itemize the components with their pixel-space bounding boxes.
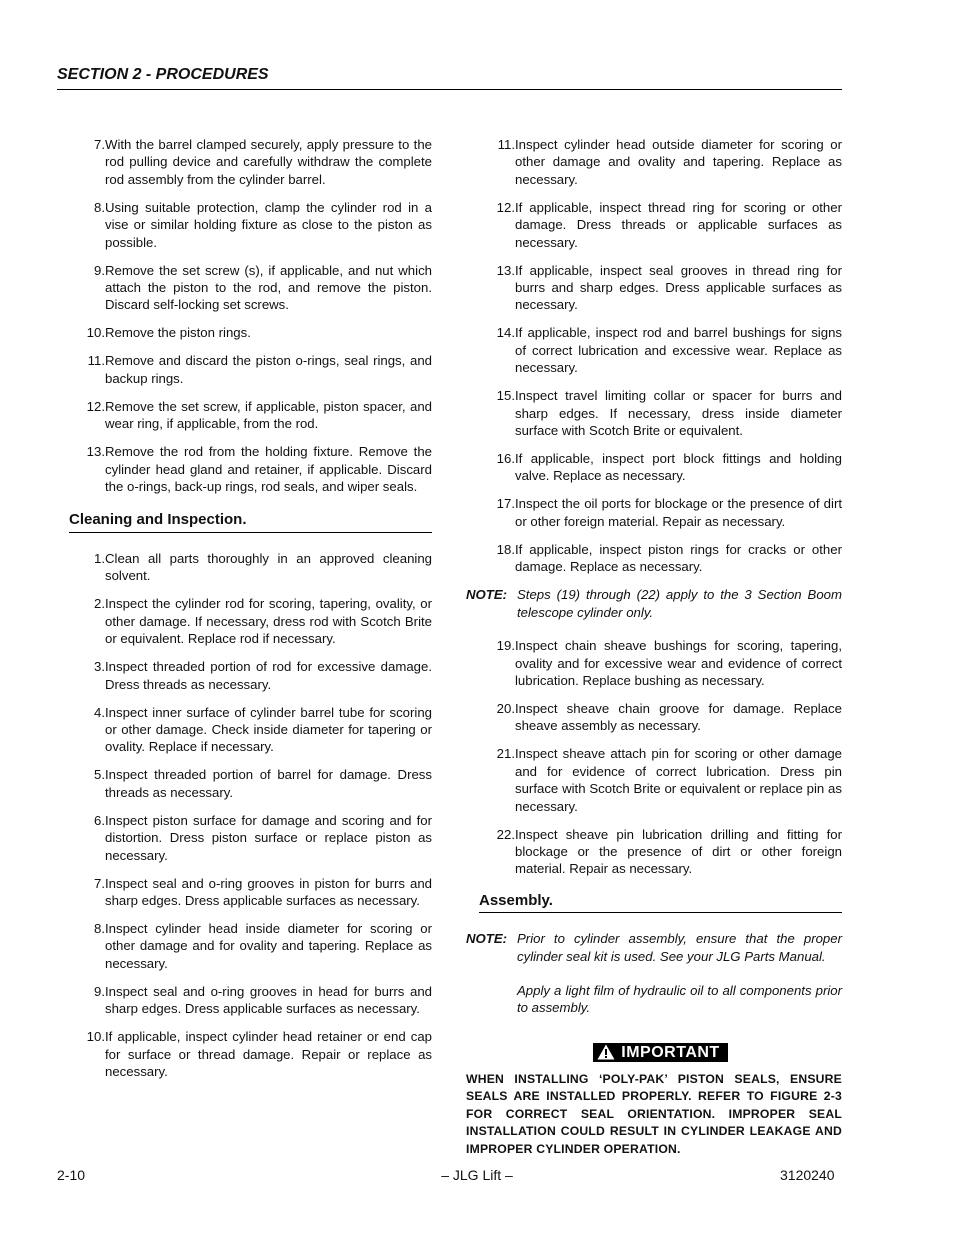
step-text: Inspect the cylinder rod for scoring, tapering, ovality, or other damage. If necessary, dress rod with Scotch Brite or equivalent. Replace rod if necessary. xyxy=(105,596,432,647)
step-number-cell xyxy=(479,637,515,689)
list-item xyxy=(479,495,842,530)
list-item xyxy=(69,658,432,693)
step-number: 9. xyxy=(94,983,105,999)
step-text: If applicable, inspect piston rings for cracks or other damage. Replace as necessary. xyxy=(515,541,842,575)
step-number: 7. xyxy=(94,137,105,152)
section-header: SECTION 2 - PROCEDURES xyxy=(57,66,269,83)
step-number-cell xyxy=(479,199,515,251)
step-text: Remove the piston rings. xyxy=(105,325,251,341)
list-item xyxy=(479,450,842,485)
step-number-cell xyxy=(479,324,515,376)
list-item xyxy=(69,398,432,433)
document-number: 3120240 xyxy=(780,1167,835,1183)
sheave-steps-list xyxy=(479,637,842,878)
footer-brand: – JLG Lift – xyxy=(441,1167,513,1183)
step-text: Inspect threaded portion of barrel for damage. Dress threads as necessary. xyxy=(105,767,432,800)
step-number: 21. xyxy=(496,746,515,762)
list-item xyxy=(479,199,842,251)
step-number-cell xyxy=(69,704,105,756)
step-number: 13. xyxy=(86,444,105,460)
list-item xyxy=(69,595,432,647)
step-text: Inspect piston surface for damage and scoring and for distortion. Dress piston surface or replace piston as necessary. xyxy=(105,812,432,863)
list-item xyxy=(479,324,842,376)
note-paragraph-1: Prior to cylinder assembly, ensure that the proper cylinder seal kit is used. See your JLG Parts Manual. xyxy=(517,931,842,964)
step-number-cell xyxy=(479,826,515,878)
step-number: 10. xyxy=(86,325,105,341)
list-item xyxy=(69,136,432,188)
step-text: Inspect travel limiting collar or spacer for burrs and sharp edges. If necessary, dress inside diameter surface with Scotch Brite or equivalent. xyxy=(515,388,842,439)
step-number: 5. xyxy=(94,767,105,783)
step-number-cell xyxy=(69,766,105,801)
step-number: 16. xyxy=(496,451,515,467)
list-item xyxy=(479,826,842,878)
note-boom xyxy=(466,586,842,621)
step-number-cell xyxy=(479,495,515,530)
list-item xyxy=(479,700,842,735)
step-number: 2. xyxy=(94,596,105,612)
list-item xyxy=(69,550,432,585)
step-number-cell xyxy=(69,352,105,387)
step-number: 8. xyxy=(94,920,105,936)
list-item xyxy=(479,745,842,815)
step-text: Remove and discard the piston o-rings, seal rings, and backup rings. xyxy=(105,353,432,386)
step-number-cell xyxy=(479,387,515,439)
step-number-cell xyxy=(69,199,105,251)
step-text: Inspect threaded portion of rod for excessive damage. Dress threads as necessary. xyxy=(105,659,432,692)
left-column xyxy=(69,136,432,1091)
step-text: Inspect seal and o-ring grooves in piston for burrs and sharp edges. Dress applicable surfaces as necessary. xyxy=(105,875,432,908)
step-number-cell xyxy=(69,658,105,693)
step-number: 7. xyxy=(94,875,105,891)
step-number: 13. xyxy=(496,262,515,278)
step-number: 12. xyxy=(496,199,515,215)
step-number: 10. xyxy=(86,1029,105,1045)
step-number-cell xyxy=(69,398,105,433)
step-text: Inspect seal and o-ring grooves in head for burrs and sharp edges. Dress applicable surfaces as necessary. xyxy=(105,983,432,1017)
list-item xyxy=(69,352,432,387)
step-text: If applicable, inspect cylinder head retainer or end cap for surface or thread damage. Repair or replace as necessary. xyxy=(105,1029,432,1079)
step-number-cell xyxy=(479,136,515,188)
step-number-cell xyxy=(69,262,105,314)
step-text: Clean all parts thoroughly in an approved cleaning solvent. xyxy=(105,550,432,584)
step-number-cell xyxy=(69,875,105,910)
step-number: 17. xyxy=(496,496,515,512)
step-number-cell xyxy=(69,324,105,341)
list-item xyxy=(69,704,432,756)
list-item xyxy=(479,387,842,439)
step-text: If applicable, inspect seal grooves in thread ring for burrs and sharp edges. Dress applicable surfaces as necessary. xyxy=(515,262,842,313)
list-item xyxy=(69,812,432,864)
step-text: Using suitable protection, clamp the cylinder rod in a vise or similar holding fixture as close to the piston as possible. xyxy=(105,199,432,250)
note-label: NOTE: xyxy=(466,931,508,947)
list-item xyxy=(69,324,432,341)
page-number: 2-10 xyxy=(57,1167,86,1183)
step-text: If applicable, inspect rod and barrel bushings for signs of correct lubrication and excessive wear. Replace as necessary. xyxy=(515,325,842,376)
step-text: Inspect sheave chain groove for damage. Replace sheave assembly as necessary. xyxy=(515,700,842,734)
header-rule xyxy=(57,89,842,90)
step-number-cell xyxy=(479,745,515,815)
step-number-cell xyxy=(69,136,105,188)
step-number: 14. xyxy=(496,325,515,341)
step-number: 11. xyxy=(497,137,515,152)
step-number-cell xyxy=(69,1028,105,1080)
step-number: 8. xyxy=(94,199,105,215)
step-text: Inspect sheave pin lubrication drilling and fitting for blockage or the presence of dirt or other foreign material. Repair as necessary. xyxy=(515,826,842,877)
step-number: 3. xyxy=(94,659,105,675)
note-assembly xyxy=(466,930,842,1017)
step-text: If applicable, inspect thread ring for scoring or other damage. Dress threads or applicable surfaces as necessary. xyxy=(515,199,842,250)
step-number: 15. xyxy=(496,388,515,404)
step-number: 12. xyxy=(86,398,105,414)
step-number: 6. xyxy=(94,812,105,828)
step-number-cell xyxy=(69,812,105,864)
list-item xyxy=(69,983,432,1018)
list-item xyxy=(479,637,842,689)
step-number-cell xyxy=(69,595,105,647)
list-item xyxy=(69,262,432,314)
list-item xyxy=(479,541,842,576)
cleaning-steps-list xyxy=(69,550,432,1081)
list-item xyxy=(479,262,842,314)
note-label: NOTE: xyxy=(466,587,508,603)
list-item xyxy=(69,443,432,495)
list-item xyxy=(479,136,842,188)
disassembly-steps-list xyxy=(69,136,432,495)
list-item xyxy=(69,199,432,251)
assembly-heading: Assembly. xyxy=(479,892,842,913)
step-number: 18. xyxy=(496,541,515,557)
step-text: Remove the set screw (s), if applicable, and nut which attach the piston to the rod, and remove the piston. Discard self-locking set screws. xyxy=(105,262,432,313)
important-text: WHEN INSTALLING ‘POLY-PAK’ PISTON SEALS, ENSURE SEALS ARE INSTALLED PROPERLY. REFER TO FIGURE 2-3 FOR CORRECT SEAL ORIENTATION. IMPROPER SEAL INSTALLATION COULD RESULT IN CYLINDER LEAKAGE AND IMPROPER CYLINDER OPERATION. xyxy=(466,1071,842,1156)
note-body xyxy=(517,930,842,1017)
step-number-cell xyxy=(69,920,105,972)
step-number: 1. xyxy=(94,550,105,566)
step-text: Inspect sheave attach pin for scoring or other damage and for evidence of correct lubrication. Dress pin surface with Scotch Brite or equivalent or replace pin as necessary. xyxy=(515,746,842,814)
list-item xyxy=(69,1028,432,1080)
step-number: 9. xyxy=(94,262,105,278)
step-number: 4. xyxy=(94,704,105,720)
step-number-cell xyxy=(479,262,515,314)
step-text: If applicable, inspect port block fittings and holding valve. Replace as necessary. xyxy=(515,451,842,484)
list-item xyxy=(69,875,432,910)
step-number: 20. xyxy=(496,700,515,716)
note-text: Steps (19) through (22) apply to the 3 Section Boom telescope cylinder only. xyxy=(517,587,842,620)
cleaning-heading: Cleaning and Inspection. xyxy=(69,511,432,532)
important-label: IMPORTANT xyxy=(621,1043,720,1061)
step-number: 22. xyxy=(496,826,515,842)
step-text: Inspect the oil ports for blockage or the presence of dirt or other foreign material. Repair as necessary. xyxy=(515,496,842,529)
important-badge xyxy=(593,1043,727,1062)
inspection-steps-list xyxy=(479,136,842,576)
step-number-cell xyxy=(69,983,105,1018)
step-text: Inspect cylinder head outside diameter for scoring or other damage and ovality and tapering. Replace as necessary. xyxy=(515,137,842,187)
note-paragraph-2: Apply a light film of hydraulic oil to all components prior to assembly. xyxy=(517,982,842,1016)
step-text: Remove the set screw, if applicable, piston spacer, and wear ring, if applicable, from the rod. xyxy=(105,398,432,432)
right-column xyxy=(466,136,842,1158)
list-item xyxy=(69,920,432,972)
step-number-cell xyxy=(479,541,515,576)
step-number-cell xyxy=(479,450,515,485)
step-text: Inspect inner surface of cylinder barrel tube for scoring or other damage. Check inside diameter for tapering or ovality. Replace if necessary. xyxy=(105,704,432,755)
important-banner xyxy=(479,1043,842,1065)
step-number: 11. xyxy=(87,353,105,369)
step-number-cell xyxy=(479,700,515,735)
step-number-cell xyxy=(69,443,105,495)
warning-triangle-icon xyxy=(597,1044,615,1060)
step-text: Inspect cylinder head inside diameter for scoring or other damage and for ovality and tapering. Replace as necessary. xyxy=(105,920,432,971)
list-item xyxy=(69,766,432,801)
step-number: 19. xyxy=(496,638,515,654)
step-text: Remove the rod from the holding fixture. Remove the cylinder head gland and retainer, if applicable. Discard the o-rings, back-up rings, rod seals, and wiper seals. xyxy=(105,444,432,495)
step-number-cell xyxy=(69,550,105,585)
step-text: With the barrel clamped securely, apply pressure to the rod pulling device and carefully withdraw the complete rod assembly from the cylinder barrel. xyxy=(105,137,432,187)
step-text: Inspect chain sheave bushings for scoring, tapering, ovality and for excessive wear and evidence of correct lubrication. Replace bushing as necessary. xyxy=(515,638,842,688)
